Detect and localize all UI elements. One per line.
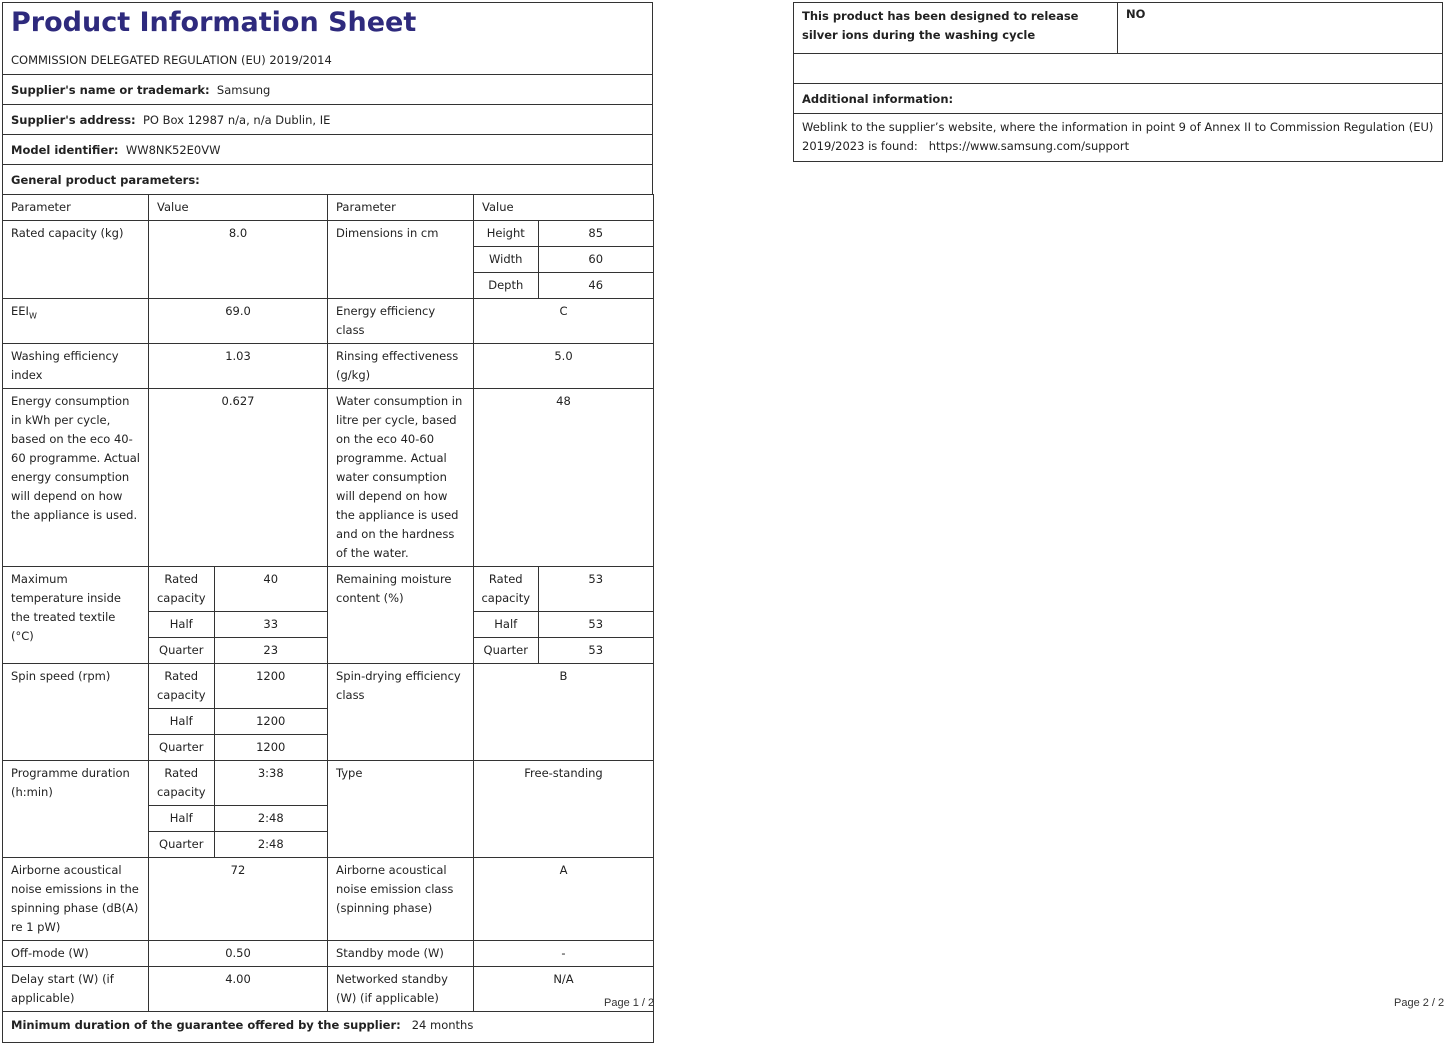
dimensions-label: Dimensions in cm (328, 221, 474, 299)
model-label: Model identifier: (11, 142, 119, 157)
weblink[interactable]: https://www.samsung.com/support (928, 139, 1130, 153)
dimension-value: 46 (588, 278, 604, 292)
noise-class-label: Airborne acoustical noise emission class (spinning phase) (328, 858, 474, 941)
guarantee-value: 24 months (411, 1018, 474, 1032)
energy-consumption-value: 0.627 (149, 389, 328, 567)
capacity-label: Quarter (474, 638, 538, 664)
guarantee-label: Minimum duration of the guarantee offered by the supplier: (11, 1018, 401, 1032)
spin-speed-cell (149, 664, 328, 761)
guarantee-row (3, 1012, 654, 1043)
standby-label: Standby mode (W) (328, 941, 474, 967)
header-parameter: Parameter (3, 195, 149, 221)
rinsing-label: Rinsing effectiveness (g/kg) (328, 344, 474, 389)
page-2 (793, 2, 1443, 162)
header-block (2, 2, 653, 75)
supplier-address-label: Supplier's address: (11, 112, 136, 127)
page-1 (2, 2, 653, 1043)
header-value: Value (149, 195, 328, 221)
additional-info-label: Additional information: (802, 91, 954, 106)
capacity-label: Half (149, 806, 214, 832)
dimension-label: Depth (474, 273, 538, 299)
table-header-row (3, 195, 654, 221)
temperature-value: 23 (263, 643, 279, 657)
table-row (3, 389, 654, 567)
supplier-name: Samsung (216, 82, 271, 97)
spin-speed-value: 1200 (214, 709, 327, 735)
capacity-label: Half (474, 612, 538, 638)
duration-value: 3:38 (214, 761, 327, 806)
dimension-value: 85 (538, 221, 653, 247)
silver-ions-label: This product has been designed to release silver ions during the washing cycle (794, 3, 1118, 53)
energy-class-label: Energy efficiency class (328, 299, 474, 344)
capacity-label: Rated capacity (149, 664, 214, 709)
silver-ions-value: NO (1126, 7, 1146, 21)
silver-ions-row (793, 2, 1443, 54)
washing-efficiency-value: 1.03 (149, 344, 328, 389)
empty-row (793, 54, 1443, 84)
eei-value: 69.0 (149, 299, 328, 344)
noise-class-value: A (474, 858, 654, 941)
energy-consumption-label: Energy consumption in kWh per cycle, based on the eco 40-60 programme. Actual energy consumption will depend on how the appliance is used. (3, 389, 149, 567)
off-mode-value: 0.50 (149, 941, 328, 967)
off-mode-label: Off-mode (W) (3, 941, 149, 967)
noise-label: Airborne acoustical noise emissions in the spinning phase (dB(A) re 1 pW) (3, 858, 149, 941)
type-value: Free-standing (474, 761, 654, 858)
table-row (3, 664, 654, 761)
spin-class-label: Spin-drying efficiency class (328, 664, 474, 761)
spin-speed-value: 1200 (256, 740, 286, 754)
header-value: Value (474, 195, 654, 221)
model-identifier: WW8NK52E0VW (125, 142, 221, 157)
table-row (3, 344, 654, 389)
supplier-name-row (2, 75, 653, 105)
table-row (3, 941, 654, 967)
general-params-row (2, 165, 653, 195)
spin-speed-value: 1200 (214, 664, 327, 709)
capacity-label: Rated capacity (149, 761, 214, 806)
duration-value: 2:48 (257, 837, 284, 851)
duration-cell (149, 761, 328, 858)
delay-start-value: 4.00 (149, 967, 328, 1012)
model-row (2, 135, 653, 165)
moisture-value: 53 (538, 567, 653, 612)
duration-value: 2:48 (214, 806, 327, 832)
table-row (3, 967, 654, 1012)
water-consumption-value: 48 (474, 389, 654, 567)
supplier-address: PO Box 12987 n/a, n/a Dublin, IE (142, 112, 331, 127)
header-parameter: Parameter (328, 195, 474, 221)
networked-standby-value: N/A (474, 967, 654, 1012)
weblink-row (793, 114, 1443, 162)
general-params-label: General product parameters: (11, 172, 200, 187)
delay-start-label: Delay start (W) (if applicable) (3, 967, 149, 1012)
standby-value: - (474, 941, 654, 967)
table-row (3, 299, 654, 344)
parameters-table (2, 194, 654, 1043)
duration-label: Programme duration (h:min) (3, 761, 149, 858)
page-2-footer: Page 2 / 2 (1394, 997, 1445, 1009)
supplier-name-label: Supplier's name or trademark: (11, 82, 210, 97)
capacity-label: Half (149, 612, 214, 638)
rated-capacity-label: Rated capacity (kg) (3, 221, 149, 299)
type-label: Type (328, 761, 474, 858)
max-temperature-label: Maximum temperature inside the treated textile (°C) (3, 567, 149, 664)
table-row (3, 858, 654, 941)
eei-label: $EEI_W$ (3, 299, 149, 344)
max-temperature-cell (149, 567, 328, 664)
rated-capacity-value: 8.0 (149, 221, 328, 299)
capacity-label: Rated capacity (474, 567, 538, 612)
energy-class-value: C (474, 299, 654, 344)
networked-standby-label: Networked standby (W) (if applicable) (328, 967, 474, 1012)
capacity-label: Quarter (149, 638, 214, 664)
weblink-label: Weblink to the supplier’s website, where the information in point 9 of Annex II to Commission Regulation (EU) 2019/2023 is found: (802, 120, 1434, 153)
dimension-label: Width (474, 247, 538, 273)
table-row (3, 567, 654, 664)
dimensions-cell (474, 221, 654, 299)
temperature-value: 33 (214, 612, 327, 638)
dimension-value: 60 (538, 247, 653, 273)
table-row (3, 761, 654, 858)
capacity-label: Quarter (149, 832, 214, 858)
capacity-label: Half (149, 709, 214, 735)
spin-speed-label: Spin speed (rpm) (3, 664, 149, 761)
noise-value: 72 (149, 858, 328, 941)
moisture-value: 53 (538, 612, 653, 638)
table-row (3, 221, 654, 299)
washing-efficiency-label: Washing efficiency index (3, 344, 149, 389)
page-title: Product Information Sheet (11, 7, 417, 38)
water-consumption-label: Water consumption in litre per cycle, based on the eco 40-60 programme. Actual water consumption will depend on how the appliance is used and on the hardness of the water. (328, 389, 474, 567)
supplier-address-row (2, 105, 653, 135)
additional-info-row (793, 84, 1443, 114)
moisture-value: 53 (588, 643, 604, 657)
capacity-label: Rated capacity (149, 567, 214, 612)
moisture-label: Remaining moisture content (%) (328, 567, 474, 664)
regulation-text: COMMISSION DELEGATED REGULATION (EU) 2019/2014 (11, 53, 332, 67)
moisture-cell (474, 567, 654, 664)
page-1-footer: Page 1 / 2 (604, 997, 655, 1009)
capacity-label: Quarter (149, 735, 214, 761)
dimension-label: Height (474, 221, 538, 247)
spin-class-value: B (474, 664, 654, 761)
rinsing-value: 5.0 (474, 344, 654, 389)
temperature-value: 40 (214, 567, 327, 612)
